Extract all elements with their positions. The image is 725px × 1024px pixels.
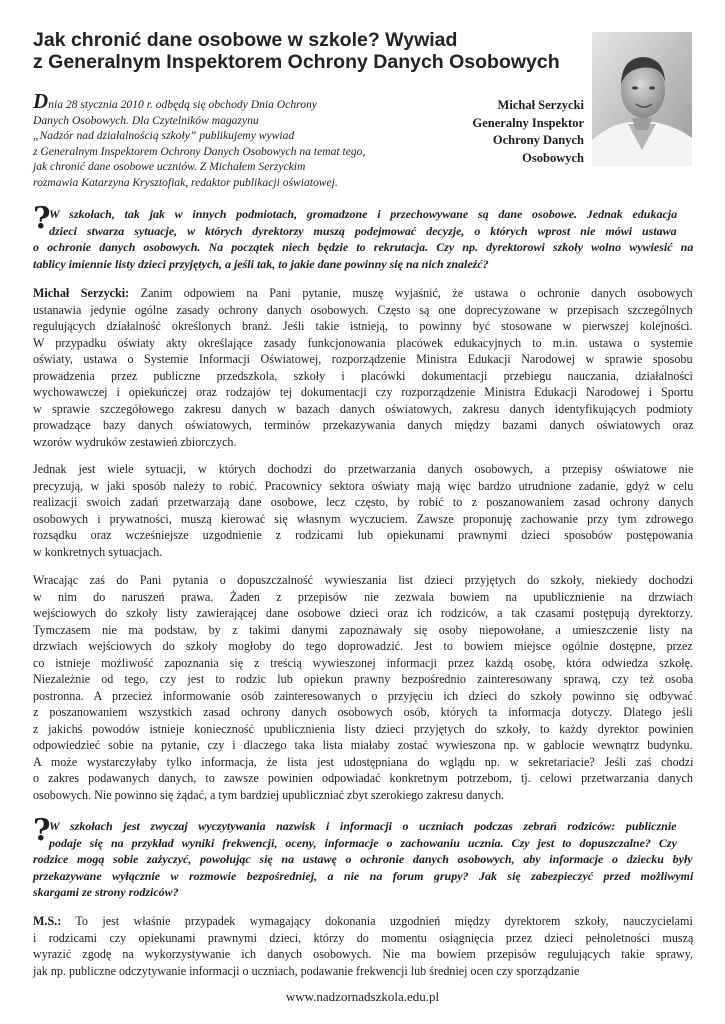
paragraph-line-content: odpowiedzieć sobie na pytanie, czy i dlaczego taka lista miałaby zostać wywieszona np. w gablocie wewnątrz budynku. — [33, 738, 693, 752]
title-line — [33, 29, 583, 51]
answer-4 — [33, 913, 693, 979]
paragraph-line — [33, 461, 693, 478]
paragraph-line-content: W przypadku oświaty akty określające zasady funkcjonowania placówek edukacyjnych to m.in. ustawa o systemie — [33, 335, 693, 350]
paragraph-line — [33, 511, 693, 528]
paragraph-line — [33, 589, 693, 606]
paragraph-line — [33, 622, 693, 639]
paragraph-line-content: postronna. A przecież informowanie osób zainteresowanych o przyjęciu ich dzieci do szkoły powinno się odbywać — [33, 688, 693, 703]
paragraph-line — [33, 963, 693, 980]
answer-2-text — [33, 461, 693, 560]
caption-line — [473, 97, 584, 115]
title-line-content: z Generalnym Inspektorem Ochrony Danych Osobowych — [33, 51, 560, 73]
paragraph-line-content: ustanawia jedynie ogólne zasady ochrony danych osobowych. Często są one doprecyzowane w przepisach szczególnych — [33, 302, 693, 317]
paragraph-line — [33, 930, 693, 947]
lead-text — [33, 98, 443, 190]
paragraph-line-content: osobowych. Nie powinno się żądać, a tym bardziej upubliczniać zbyt szerokiego zakresu danych. — [33, 787, 505, 802]
paragraph-line — [33, 434, 693, 451]
paragraph-line — [33, 478, 693, 495]
paragraph-line — [33, 285, 693, 302]
paragraph-line — [33, 787, 693, 804]
paragraph-line-content: wzorów wydruków zestawień zbiorczych. — [33, 434, 237, 449]
paragraph-line — [33, 572, 693, 589]
question-line-content: tablicy imiennie listy dzieci przyjętych, a jeśli tak, to jakie dane powinny się na nich znaleźć? — [33, 256, 489, 271]
answer-1-text — [33, 285, 693, 450]
question-line — [33, 239, 693, 256]
paragraph-line-content: o zakres podawanych danych, to zawsze powinien odpowiadać konkretnym potrzebom, tj. celowi przetwarzania danych — [33, 771, 693, 785]
paragraph-line-content: i rodzicami czy opiekunami prawnymi dzieci, którzy do momentu osiągnięcia przez dzieci pełnoletności muszą — [33, 930, 694, 945]
paragraph-line — [33, 671, 693, 688]
paragraph-line-content: Zanim odpowiem na Pani pytanie, muszę wyjaśnić, że ustawa o ochronie danych osobowych — [129, 286, 693, 300]
paragraph-line-content: w sprawie szczegółowego zakresu danych w bazach danych oświatowych, zakresu danych identyfikujących podmioty — [33, 401, 693, 416]
paragraph-line — [33, 655, 693, 672]
paragraph-line-content: Wracając zaś do Pani pytania o dopuszczalność wywieszania list dzieci przyjętych do szkoły, niekiedy dochodzi — [33, 573, 694, 587]
paragraph-line-content: Jednak jest wiele sytuacji, w których dochodzi do przetwarzania danych osobowych, a przepisy oświatowe nie — [33, 462, 694, 476]
caption-line-content: Michał Serzycki — [497, 98, 584, 112]
lead-line — [33, 113, 443, 129]
paragraph-line — [33, 946, 693, 963]
paragraph-line — [33, 527, 693, 544]
portrait-illustration — [592, 32, 692, 166]
question-line — [33, 223, 693, 240]
paragraph-line-content: precyzują, w jaki sposób należy to robić. Pracownicy sektora oświaty mają więc bardzo utrudnione zadanie, gdyż w celu — [33, 478, 694, 493]
lead-line — [48, 98, 317, 111]
paragraph-line-content: osobowych i prywatności, muszą kierować się własnym wyczuciem. Zawsze proponuję zachowanie przy tym zdrowego — [33, 511, 694, 526]
paragraph-line-content: Tymczasem nie ma podstaw, by z takimi danymi zapoznawały się osoby niepowołane, a umieszczenie listy na — [33, 622, 693, 637]
lead-line-content: nia 28 stycznia 2010 r. odbędą się obchody Dnia Ochrony — [48, 98, 317, 111]
answer-2 — [33, 461, 693, 560]
title-line — [33, 51, 583, 73]
paragraph-line-content: z poszanowaniem wszystkich zasad ochrony danych osobowych osób, których ta informacja dotyczy. Dlatego jeśli — [33, 705, 693, 719]
question-line — [33, 851, 693, 868]
answer-1 — [33, 285, 693, 450]
paragraph-line — [33, 368, 693, 385]
paragraph-line-content: prowadzenia przez publiczne przedszkola, szkoły i placówki dokumentacji przebiegu nauczania, działalności — [33, 368, 693, 383]
article-title — [33, 29, 583, 73]
paragraph-line-content: realizacji swoich zadań przetwarzają dane osobowe, lecz często, by robić to z poszanowaniem zasad ochrony danych — [33, 495, 694, 509]
paragraph-line-content: drzwiach wejściowych do szkoły mogłoby do tego doprowadzić. Jest to bowiem miejsce ogólnie dostępne, przez — [33, 639, 693, 653]
speaker-name: Michał Serzycki: — [33, 286, 130, 300]
question-line — [33, 206, 693, 223]
caption-line — [473, 150, 584, 168]
question-line-content: W szkołach, tak jak w innych podmiotach, gromadzone i przechowywane są dane osobowe. Jednak edukacja — [49, 207, 678, 221]
question-1-text — [33, 201, 694, 272]
paragraph-line-content: rozsądku oraz wcześniejsze uzgodnienie z rodzicami lub opiekunami prawnymi dzieci sposobów postępowania — [33, 528, 694, 542]
answer-3 — [33, 572, 693, 803]
paragraph-line — [33, 494, 693, 511]
paragraph-line-content: A może wystarczyłaby tylko informacja, że lista jest udostępniana do wglądu np. w sekretariacie? Jeśli zaś chodzi — [33, 754, 694, 769]
question-line — [33, 256, 693, 273]
paragraph-line-content: z jakichś powodów istnieje konieczność upublicznienia listy dzieci przyjętych do szkoły, to każdy dyrektor powinien — [33, 721, 694, 736]
question-2-text — [33, 813, 694, 901]
paragraph-line-content: co istnieje możliwość zapoznania się z treścią wywieszonej informacji przez każdą osobę, która odwiedza szkołę. — [33, 655, 694, 670]
paragraph-line-content: jak np. publiczne odczytywanie informacji o uczniach, podawanie frekwencji lub średniej ocen czy sporządzanie — [33, 963, 580, 978]
caption-line — [473, 115, 584, 133]
paragraph-line — [33, 913, 693, 930]
answer-4-text — [33, 913, 693, 979]
paragraph-line — [33, 401, 693, 418]
paragraph-line — [33, 544, 693, 561]
paragraph-line-content: w nim do naruszeń prawa. Żaden z przepisów nie zezwala bowiem na upublicznienie na drzwiach — [33, 589, 693, 604]
paragraph-line — [33, 417, 693, 434]
paragraph-line — [33, 721, 693, 738]
lead-dropcap: D — [33, 89, 49, 113]
paragraph-line — [33, 737, 693, 754]
lead-line-content: z Generalnym Inspektorem Ochrony Danych Osobowych na temat tego, — [33, 144, 366, 158]
question-line — [33, 818, 693, 835]
paragraph-line-content: oświaty, ustawa o Systemie Informacji Oświatowej, rozporządzenie Ministra Edukacji Narodowej w sprawie sposobu — [33, 352, 693, 366]
caption-line-content: Osobowych — [522, 150, 584, 165]
caption-line-content: Generalny Inspektor — [472, 115, 584, 130]
article-lead — [33, 89, 443, 190]
question-line-content: przekazywane wyłącznie w rozmowie bezpośredniej, a nie na forum grupy? Jak się zabezpieczyć przed możliwymi — [33, 868, 694, 883]
portrait-photo — [592, 32, 692, 166]
question-line — [33, 868, 693, 885]
paragraph-line-content: wyrazić zgodę na wykorzystywanie ich danych osobowych. Nie ma bowiem przepisów regulujących takie sprawy, — [33, 947, 694, 961]
paragraph-line — [33, 704, 693, 721]
question-mark-icon: ? — [33, 813, 51, 848]
question-line — [33, 884, 693, 901]
question-line-content: dzieci stwarza sytuacje, w których dyrektorzy muszą podejmować decyzje, o których wprost nie mówi ustawa — [49, 223, 677, 238]
title-lines — [33, 29, 583, 73]
lead-line-content: jak chronić dane osobowe uczniów. Z Michałem Serzyckim — [33, 160, 306, 173]
paragraph-line — [33, 384, 693, 401]
lead-line-content: Danych Osobowych. Dla Czytelników magazynu — [33, 113, 259, 127]
question-1 — [33, 201, 694, 272]
paragraph-line-content: wychowawczej i opiekuńczej oraz rodzajów tej dokumentacji czy rozporządzenie Ministra Edukacji Narodowej i Sportu — [33, 385, 694, 399]
question-line-content: rodzice mogą sobie zażyczyć, powołując się na ustawę o ochronie danych osobowych, aby informacje o dziecku były — [33, 852, 693, 866]
paragraph-line — [33, 351, 693, 368]
paragraph-line — [33, 605, 693, 622]
lead-line — [33, 175, 443, 191]
question-line-content: o ochronie danych osobowych. Na początek niech będzie to rekrutacja. Czy np. dyrektorowi szkoły wolno wywiesić na — [33, 240, 694, 254]
lead-line-content: rozmawia Katarzyna Krysztofiak, redaktor publikacji oświatowej. — [33, 175, 338, 189]
lead-line-content: „Nadzór nad działalnością szkoły” publikujemy wywiad — [33, 129, 295, 142]
paragraph-line-content: prowadzące bazy danych oświatowych, terminów przekazywania danych między bazami danych oświatowych oraz — [33, 418, 694, 432]
photo-caption — [473, 97, 584, 167]
speaker-name: M.S.: — [33, 914, 62, 928]
paragraph-line — [33, 770, 693, 787]
question-line — [33, 835, 693, 852]
paragraph-line — [33, 302, 693, 319]
lead-line — [33, 159, 443, 175]
lead-line — [33, 144, 443, 160]
answer-3-text — [33, 572, 693, 803]
lead-line — [33, 128, 443, 144]
question-line-content: skargami ze strony rodziców? — [33, 885, 179, 899]
paragraph-line-content: Niezależnie od tego, czy jest to rodzic lub opiekun prawny bezpośrednio zainteresowany sprawą, czy też osoba — [33, 672, 694, 686]
question-mark-icon: ? — [33, 201, 51, 236]
paragraph-line — [33, 318, 693, 335]
paragraph-line — [33, 638, 693, 655]
question-line-content: podaje się na przykład wyniki frekwencji, oceny, informacje o zachowaniu ucznia. Czy jest to dopuszczalne? Czy — [49, 835, 677, 850]
caption-line-content: Ochrony Danych — [492, 133, 584, 147]
paragraph-line — [33, 754, 693, 771]
paragraph-line-content: regulujących działalność określonych branż. Jeśli takie istnieją, to powinny być stosowane w pierwszej kolejności. — [33, 319, 693, 333]
footer-url[interactable]: www.nadzornadszkola.edu.pl — [285, 989, 440, 1004]
question-2 — [33, 813, 694, 901]
paragraph-line-content: To jest właśnie przypadek wymagający dokonania uzgodnień między dyrektorem szkoły, nauczycielami — [61, 914, 693, 928]
title-line-content: Jak chronić dane osobowe w szkole? Wywiad — [33, 29, 458, 51]
paragraph-line-content: w konkretnych sytuacjach. — [33, 544, 163, 559]
caption-line — [473, 132, 584, 150]
paragraph-line-content: wejściowych do szkoły listy zawierającej dane osobowe dzieci oraz ich rodziców, a tak czasami postępują dyrektorzy. — [33, 606, 693, 620]
question-line-content: W szkołach jest zwyczaj wyczytywania nazwisk i informacji o uczniach podczas zebrań rodziców: publicznie — [49, 819, 677, 833]
paragraph-line — [33, 688, 693, 705]
paragraph-line — [33, 335, 693, 352]
